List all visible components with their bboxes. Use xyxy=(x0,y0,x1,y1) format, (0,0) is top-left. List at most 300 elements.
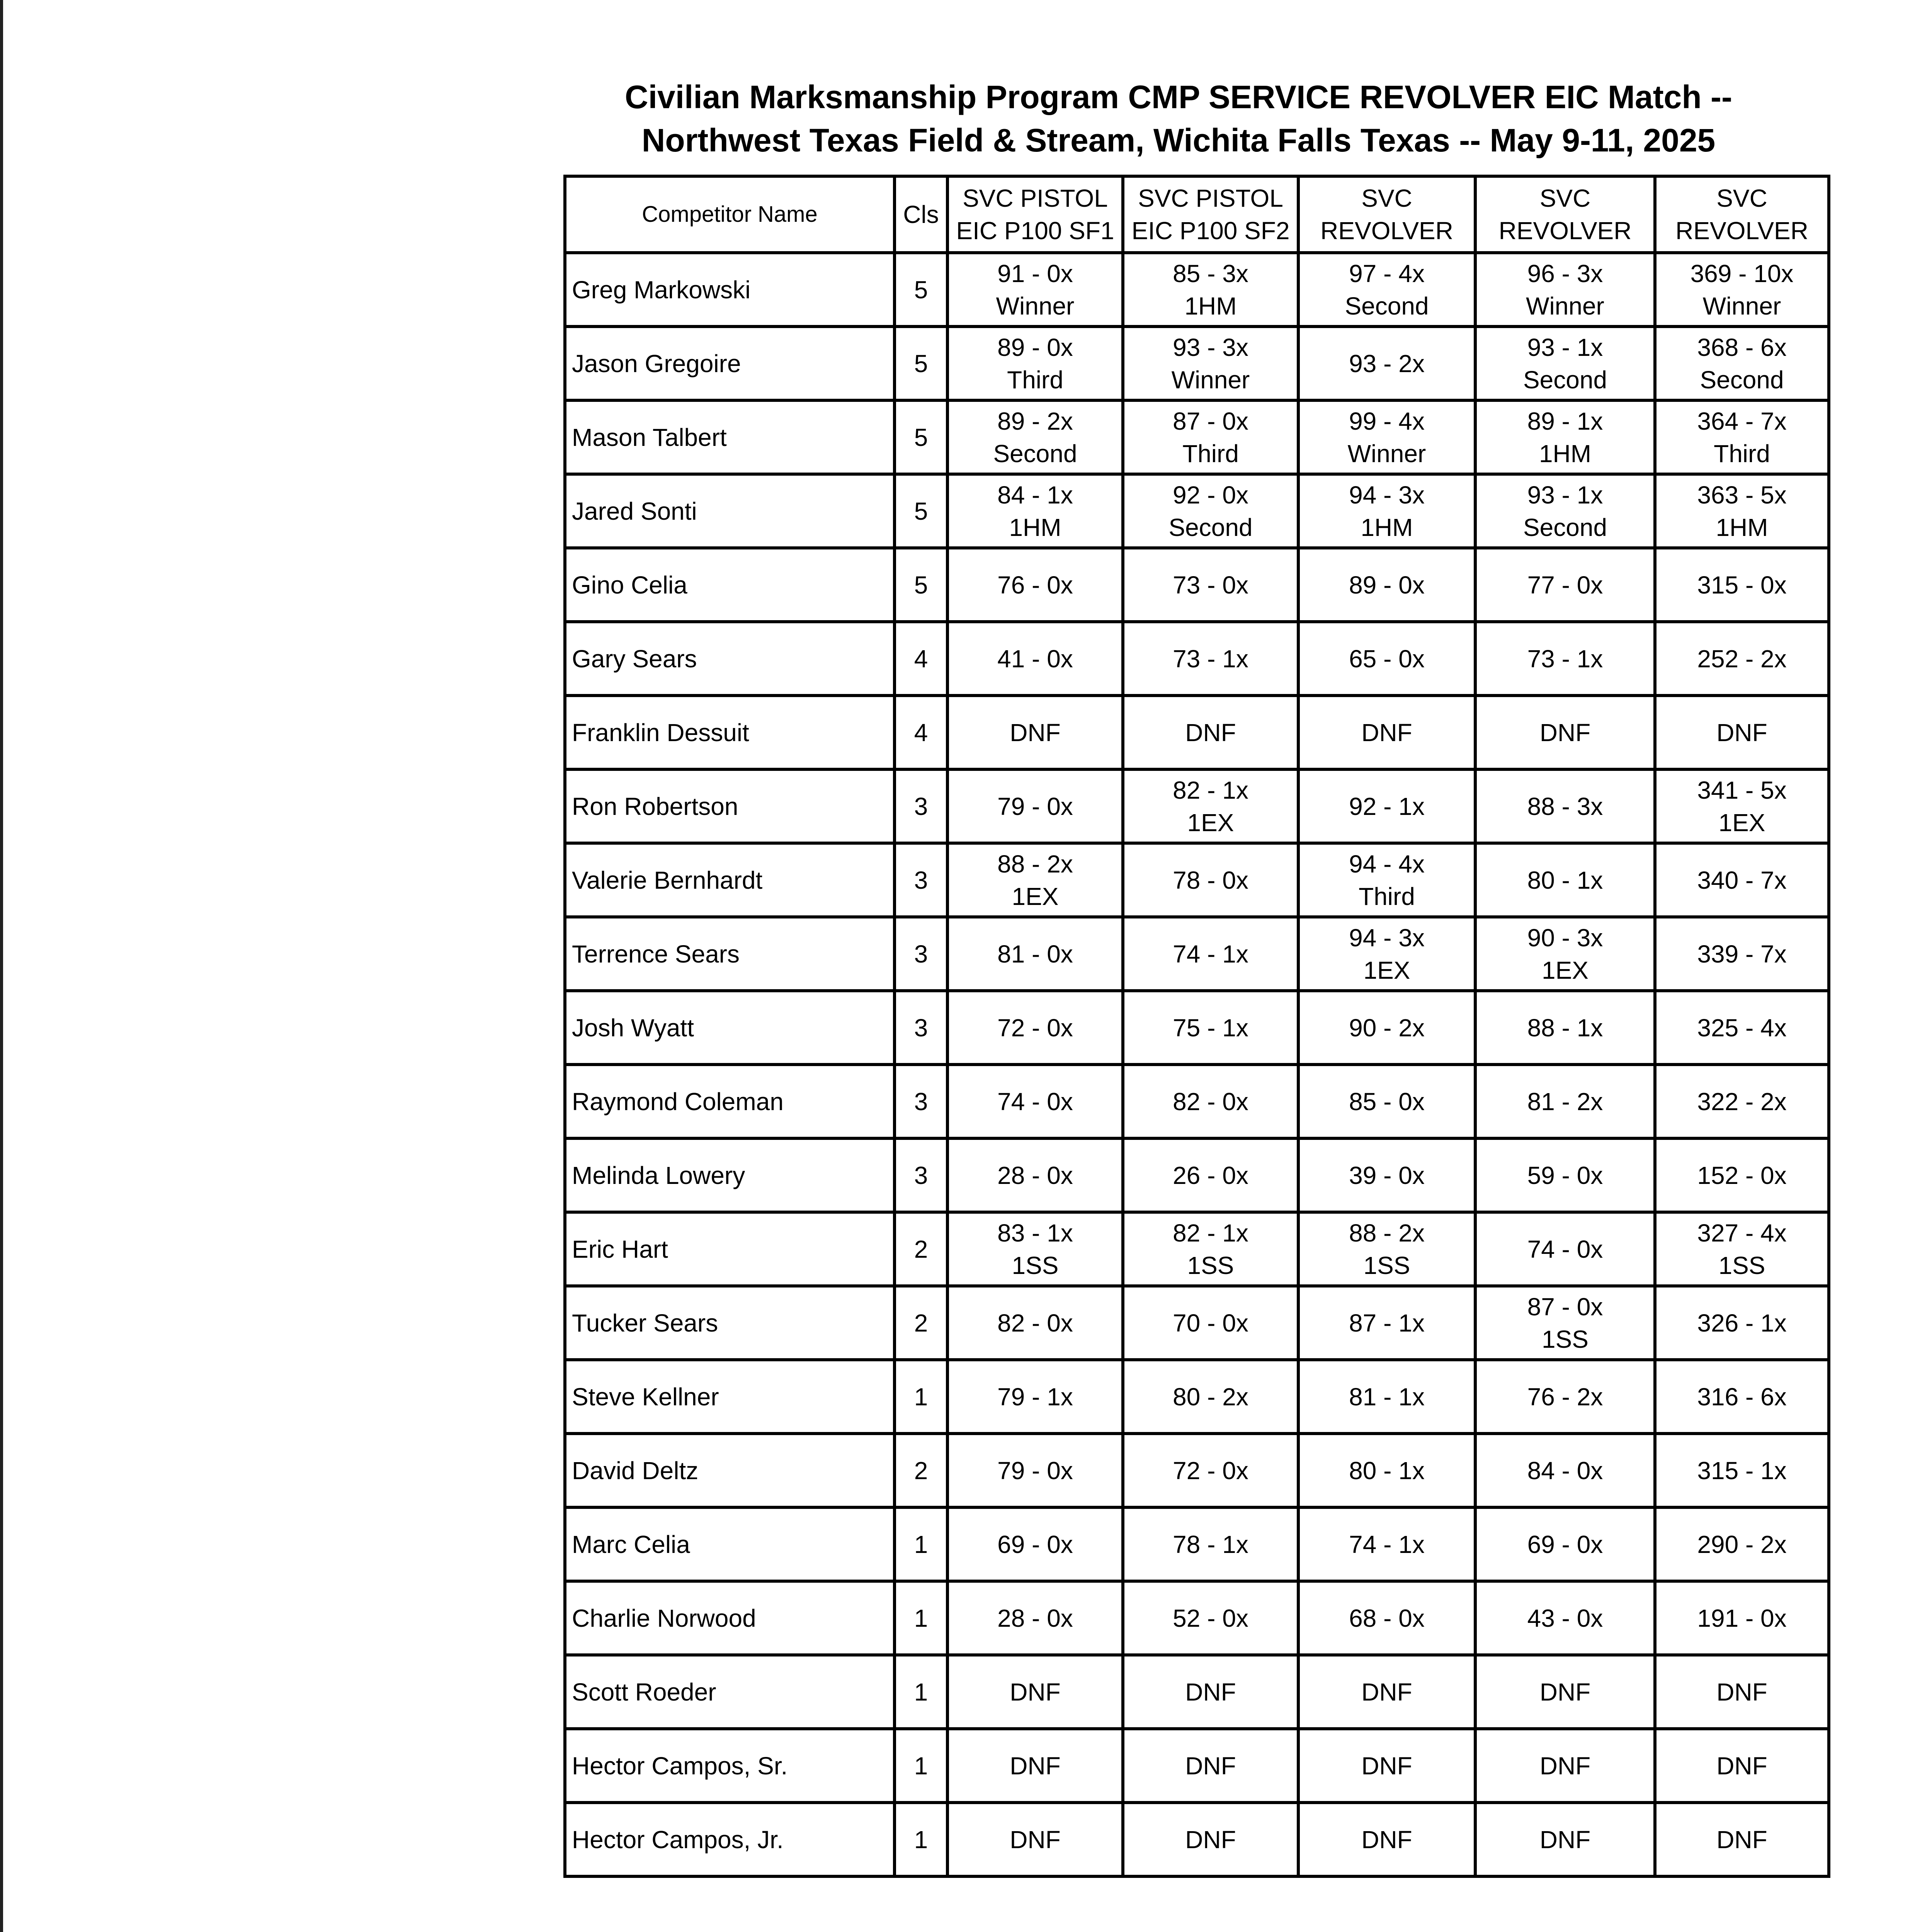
award: 1HM xyxy=(1716,513,1768,541)
event-2-result xyxy=(1123,253,1298,327)
event-5-result xyxy=(1655,622,1829,696)
score: 327 - 4x xyxy=(1697,1219,1787,1247)
score: 80 - 2x xyxy=(1173,1383,1248,1411)
event-2-result xyxy=(1123,400,1298,474)
score: DNF xyxy=(1716,718,1767,747)
competitor-name: Gino Celia xyxy=(565,548,895,622)
event-1-result xyxy=(947,696,1123,769)
score: 363 - 5x xyxy=(1697,481,1787,509)
table-row xyxy=(565,769,1829,843)
competitor-name: Tucker Sears xyxy=(565,1286,895,1360)
header-event-2 xyxy=(1123,176,1298,253)
event-2-result xyxy=(1123,696,1298,769)
score: 96 - 3x xyxy=(1527,259,1603,287)
event-2-result xyxy=(1123,1655,1298,1729)
event-4-result xyxy=(1475,991,1655,1065)
score: 59 - 0x xyxy=(1527,1161,1603,1189)
score: 341 - 5x xyxy=(1697,776,1787,804)
event-1-result xyxy=(947,1581,1123,1655)
event-1-result xyxy=(947,400,1123,474)
event-5-result xyxy=(1655,253,1829,327)
event-1-result xyxy=(947,1655,1123,1729)
event-1-result xyxy=(947,1138,1123,1212)
event-3-result xyxy=(1298,1729,1475,1803)
table-row xyxy=(565,1655,1829,1729)
event-2-result xyxy=(1123,1581,1298,1655)
competitor-name: David Deltz xyxy=(565,1434,895,1507)
table-row xyxy=(565,622,1829,696)
table-row xyxy=(565,1434,1829,1507)
score: 93 - 1x xyxy=(1527,481,1603,509)
event-4-result xyxy=(1475,1065,1655,1138)
score: 91 - 0x xyxy=(997,259,1073,287)
header-event-5-line-1: SVC xyxy=(1716,184,1767,212)
award: Winner xyxy=(1702,292,1781,320)
score: DNF xyxy=(1716,1678,1767,1706)
class-value: 5 xyxy=(895,327,947,400)
class-value: 1 xyxy=(895,1581,947,1655)
event-4-result xyxy=(1475,1803,1655,1876)
event-2-result xyxy=(1123,1286,1298,1360)
score: 80 - 1x xyxy=(1349,1456,1425,1485)
score: 82 - 0x xyxy=(997,1309,1073,1337)
score: 81 - 2x xyxy=(1527,1087,1603,1116)
event-4-result xyxy=(1475,1655,1655,1729)
header-event-1 xyxy=(947,176,1123,253)
class-value: 3 xyxy=(895,917,947,991)
competitor-name: Valerie Bernhardt xyxy=(565,843,895,917)
class-value: 1 xyxy=(895,1729,947,1803)
event-5-result xyxy=(1655,917,1829,991)
event-1-result xyxy=(947,1360,1123,1434)
competitor-name: Josh Wyatt xyxy=(565,991,895,1065)
score: 325 - 4x xyxy=(1697,1014,1787,1042)
score: 28 - 0x xyxy=(997,1161,1073,1189)
competitor-name: Franklin Dessuit xyxy=(565,696,895,769)
award: 1EX xyxy=(1363,956,1410,984)
event-3-result xyxy=(1298,474,1475,548)
score: 290 - 2x xyxy=(1697,1530,1787,1558)
score: 26 - 0x xyxy=(1173,1161,1248,1189)
event-1-result xyxy=(947,1065,1123,1138)
class-value: 5 xyxy=(895,474,947,548)
table-row xyxy=(565,1065,1829,1138)
event-2-result xyxy=(1123,991,1298,1065)
competitor-name: Raymond Coleman xyxy=(565,1065,895,1138)
award: 1EX xyxy=(1012,882,1059,910)
event-1-result xyxy=(947,548,1123,622)
award: Third xyxy=(1359,882,1415,910)
score: 80 - 1x xyxy=(1527,866,1603,894)
event-5-result xyxy=(1655,769,1829,843)
award: 1HM xyxy=(1009,513,1061,541)
score: 88 - 3x xyxy=(1527,792,1603,820)
header-event-5 xyxy=(1655,176,1829,253)
award: 1SS xyxy=(1718,1251,1765,1279)
table-row xyxy=(565,1212,1829,1286)
score: 89 - 0x xyxy=(1349,571,1425,599)
score: 68 - 0x xyxy=(1349,1604,1425,1632)
event-1-result xyxy=(947,991,1123,1065)
score: DNF xyxy=(1716,1825,1767,1854)
score: 73 - 0x xyxy=(1173,571,1248,599)
header-event-4-line-2: REVOLVER xyxy=(1498,217,1632,245)
event-5-result xyxy=(1655,1138,1829,1212)
event-3-result xyxy=(1298,548,1475,622)
event-2-result xyxy=(1123,474,1298,548)
competitor-name: Hector Campos, Jr. xyxy=(565,1803,895,1876)
score: 52 - 0x xyxy=(1173,1604,1248,1632)
competitor-name: Eric Hart xyxy=(565,1212,895,1286)
event-2-result xyxy=(1123,1729,1298,1803)
event-4-result xyxy=(1475,1360,1655,1434)
class-value: 2 xyxy=(895,1286,947,1360)
score: DNF xyxy=(1185,1678,1236,1706)
score: DNF xyxy=(1185,718,1236,747)
score: DNF xyxy=(1539,718,1591,747)
event-1-result xyxy=(947,327,1123,400)
event-5-result xyxy=(1655,696,1829,769)
score: 89 - 0x xyxy=(997,333,1073,361)
score: 81 - 0x xyxy=(997,940,1073,968)
event-2-result xyxy=(1123,769,1298,843)
score: 74 - 0x xyxy=(1527,1235,1603,1263)
score: 90 - 3x xyxy=(1527,923,1603,952)
score: 322 - 2x xyxy=(1697,1087,1787,1116)
event-5-result xyxy=(1655,1729,1829,1803)
class-value: 3 xyxy=(895,1138,947,1212)
competitor-name: Ron Robertson xyxy=(565,769,895,843)
score: 191 - 0x xyxy=(1697,1604,1787,1632)
event-1-result xyxy=(947,474,1123,548)
event-3-result xyxy=(1298,622,1475,696)
class-value: 1 xyxy=(895,1655,947,1729)
competitor-name: Terrence Sears xyxy=(565,917,895,991)
event-5-result xyxy=(1655,400,1829,474)
award: Second xyxy=(1523,366,1607,394)
score: 39 - 0x xyxy=(1349,1161,1425,1189)
score: 87 - 1x xyxy=(1349,1309,1425,1337)
score: 152 - 0x xyxy=(1697,1161,1787,1189)
score: 78 - 1x xyxy=(1173,1530,1248,1558)
award: 1EX xyxy=(1542,956,1588,984)
competitor-name: Steve Kellner xyxy=(565,1360,895,1434)
score: 94 - 3x xyxy=(1349,481,1425,509)
score: DNF xyxy=(1539,1678,1591,1706)
score: 79 - 0x xyxy=(997,1456,1073,1485)
event-1-result xyxy=(947,1507,1123,1581)
score: DNF xyxy=(1185,1752,1236,1780)
header-event-3-line-1: SVC xyxy=(1361,184,1412,212)
event-1-result xyxy=(947,1212,1123,1286)
event-1-result xyxy=(947,622,1123,696)
score: 87 - 0x xyxy=(1527,1293,1603,1321)
event-4-result xyxy=(1475,1729,1655,1803)
competitor-name: Greg Markowski xyxy=(565,253,895,327)
competitor-name: Jared Sonti xyxy=(565,474,895,548)
score: 69 - 0x xyxy=(1527,1530,1603,1558)
event-2-result xyxy=(1123,548,1298,622)
score: 77 - 0x xyxy=(1527,571,1603,599)
award: 1HM xyxy=(1539,439,1592,468)
class-value: 3 xyxy=(895,991,947,1065)
score: 87 - 0x xyxy=(1173,407,1248,435)
competitor-name: Gary Sears xyxy=(565,622,895,696)
title-line-1: Civilian Marksmanship Program CMP SERVICE REVOLVER EIC Match -- xyxy=(624,79,1732,115)
award: 1SS xyxy=(1187,1251,1234,1279)
class-value: 5 xyxy=(895,253,947,327)
score: 88 - 2x xyxy=(1349,1219,1425,1247)
score: 76 - 0x xyxy=(997,571,1073,599)
header-event-1-line-2: EIC P100 SF1 xyxy=(956,217,1114,245)
event-5-result xyxy=(1655,1803,1829,1876)
results-table xyxy=(563,175,1830,1878)
award: Third xyxy=(1714,439,1770,468)
event-2-result xyxy=(1123,622,1298,696)
score: 73 - 1x xyxy=(1173,645,1248,673)
event-4-result xyxy=(1475,769,1655,843)
event-4-result xyxy=(1475,843,1655,917)
award: Third xyxy=(1007,366,1063,394)
score: 75 - 1x xyxy=(1173,1014,1248,1042)
event-5-result xyxy=(1655,843,1829,917)
event-3-result xyxy=(1298,769,1475,843)
event-4-result xyxy=(1475,253,1655,327)
score: 41 - 0x xyxy=(997,645,1073,673)
event-5-result xyxy=(1655,1655,1829,1729)
class-value: 5 xyxy=(895,548,947,622)
score: DNF xyxy=(1010,718,1061,747)
event-2-result xyxy=(1123,1434,1298,1507)
event-3-result xyxy=(1298,1803,1475,1876)
event-4-result xyxy=(1475,696,1655,769)
event-1-result xyxy=(947,1803,1123,1876)
award: 1HM xyxy=(1184,292,1237,320)
header-event-2-line-1: SVC PISTOL xyxy=(1138,184,1283,212)
event-5-result xyxy=(1655,1065,1829,1138)
table-row xyxy=(565,1138,1829,1212)
event-4-result xyxy=(1475,917,1655,991)
score: 92 - 1x xyxy=(1349,792,1425,820)
event-1-result xyxy=(947,253,1123,327)
event-3-result xyxy=(1298,843,1475,917)
table-row xyxy=(565,253,1829,327)
event-4-result xyxy=(1475,400,1655,474)
table-row xyxy=(565,327,1829,400)
event-2-result xyxy=(1123,1212,1298,1286)
event-3-result xyxy=(1298,400,1475,474)
table-row xyxy=(565,1803,1829,1876)
score: 252 - 2x xyxy=(1697,645,1787,673)
score: 74 - 0x xyxy=(997,1087,1073,1116)
header-event-1-line-1: SVC PISTOL xyxy=(963,184,1108,212)
score: DNF xyxy=(1361,1825,1412,1854)
page-left-border xyxy=(0,0,3,1932)
results-body xyxy=(565,253,1829,1876)
award: Second xyxy=(993,439,1077,468)
score: 81 - 1x xyxy=(1349,1383,1425,1411)
score: DNF xyxy=(1010,1825,1061,1854)
score: 83 - 1x xyxy=(997,1219,1073,1247)
score: 43 - 0x xyxy=(1527,1604,1603,1632)
score: 94 - 3x xyxy=(1349,923,1425,952)
event-2-result xyxy=(1123,843,1298,917)
event-3-result xyxy=(1298,1065,1475,1138)
score: 368 - 6x xyxy=(1697,333,1787,361)
table-row xyxy=(565,1360,1829,1434)
competitor-name: Marc Celia xyxy=(565,1507,895,1581)
page-title xyxy=(464,75,1893,162)
event-4-result xyxy=(1475,1286,1655,1360)
event-1-result xyxy=(947,769,1123,843)
event-3-result xyxy=(1298,991,1475,1065)
event-2-result xyxy=(1123,327,1298,400)
score: DNF xyxy=(1010,1752,1061,1780)
class-value: 2 xyxy=(895,1434,947,1507)
class-value: 1 xyxy=(895,1803,947,1876)
award: 1SS xyxy=(1363,1251,1410,1279)
score: 97 - 4x xyxy=(1349,259,1425,287)
event-1-result xyxy=(947,1286,1123,1360)
class-value: 2 xyxy=(895,1212,947,1286)
score: 78 - 0x xyxy=(1173,866,1248,894)
header-event-4 xyxy=(1475,176,1655,253)
class-value: 1 xyxy=(895,1507,947,1581)
score: 74 - 1x xyxy=(1349,1530,1425,1558)
score: DNF xyxy=(1010,1678,1061,1706)
score: 84 - 1x xyxy=(997,481,1073,509)
event-4-result xyxy=(1475,1507,1655,1581)
score: 316 - 6x xyxy=(1697,1383,1787,1411)
event-3-result xyxy=(1298,253,1475,327)
score: DNF xyxy=(1539,1752,1591,1780)
title-line-2: Northwest Texas Field & Stream, Wichita Falls Texas -- May 9-11, 2025 xyxy=(641,122,1716,158)
score: 315 - 0x xyxy=(1697,571,1787,599)
award: Winner xyxy=(1347,439,1426,468)
class-value: 3 xyxy=(895,843,947,917)
score: DNF xyxy=(1361,718,1412,747)
award: Winner xyxy=(1526,292,1604,320)
score: 99 - 4x xyxy=(1349,407,1425,435)
event-5-result xyxy=(1655,1212,1829,1286)
event-3-result xyxy=(1298,1138,1475,1212)
score: 92 - 0x xyxy=(1173,481,1248,509)
event-5-result xyxy=(1655,1507,1829,1581)
award: 1EX xyxy=(1187,808,1234,837)
award: Third xyxy=(1182,439,1239,468)
score: 93 - 1x xyxy=(1527,333,1603,361)
score: 93 - 2x xyxy=(1349,349,1425,378)
event-3-result xyxy=(1298,1507,1475,1581)
score: 76 - 2x xyxy=(1527,1383,1603,1411)
class-value: 4 xyxy=(895,622,947,696)
event-3-result xyxy=(1298,1286,1475,1360)
table-row xyxy=(565,696,1829,769)
event-3-result xyxy=(1298,1655,1475,1729)
event-3-result xyxy=(1298,1212,1475,1286)
event-5-result xyxy=(1655,1434,1829,1507)
score: 85 - 3x xyxy=(1173,259,1248,287)
score: 364 - 7x xyxy=(1697,407,1787,435)
class-value: 1 xyxy=(895,1360,947,1434)
score: 315 - 1x xyxy=(1697,1456,1787,1485)
class-value: 4 xyxy=(895,696,947,769)
event-3-result xyxy=(1298,327,1475,400)
score: 90 - 2x xyxy=(1349,1014,1425,1042)
event-1-result xyxy=(947,843,1123,917)
event-4-result xyxy=(1475,474,1655,548)
award: Second xyxy=(1168,513,1253,541)
competitor-name: Charlie Norwood xyxy=(565,1581,895,1655)
table-row xyxy=(565,548,1829,622)
table-row xyxy=(565,1507,1829,1581)
score: 73 - 1x xyxy=(1527,645,1603,673)
score: 28 - 0x xyxy=(997,1604,1073,1632)
award: 1SS xyxy=(1542,1325,1588,1353)
table-row xyxy=(565,1286,1829,1360)
event-1-result xyxy=(947,917,1123,991)
event-5-result xyxy=(1655,548,1829,622)
event-5-result xyxy=(1655,474,1829,548)
score: DNF xyxy=(1185,1825,1236,1854)
event-5-result xyxy=(1655,991,1829,1065)
competitor-name: Melinda Lowery xyxy=(565,1138,895,1212)
score: 93 - 3x xyxy=(1173,333,1248,361)
event-3-result xyxy=(1298,1581,1475,1655)
table-row xyxy=(565,1581,1829,1655)
score: DNF xyxy=(1539,1825,1591,1854)
award: Winner xyxy=(996,292,1075,320)
score: DNF xyxy=(1361,1678,1412,1706)
score: 89 - 2x xyxy=(997,407,1073,435)
table-row xyxy=(565,400,1829,474)
award: Second xyxy=(1345,292,1429,320)
event-5-result xyxy=(1655,1360,1829,1434)
class-value: 5 xyxy=(895,400,947,474)
score: 82 - 0x xyxy=(1173,1087,1248,1116)
event-3-result xyxy=(1298,1360,1475,1434)
score: 94 - 4x xyxy=(1349,850,1425,878)
table-row xyxy=(565,474,1829,548)
award: 1HM xyxy=(1361,513,1413,541)
class-value: 3 xyxy=(895,769,947,843)
score: 82 - 1x xyxy=(1173,776,1248,804)
table-row xyxy=(565,991,1829,1065)
table-row xyxy=(565,1729,1829,1803)
event-5-result xyxy=(1655,1581,1829,1655)
event-1-result xyxy=(947,1729,1123,1803)
score: 65 - 0x xyxy=(1349,645,1425,673)
score: 84 - 0x xyxy=(1527,1456,1603,1485)
score: 69 - 0x xyxy=(997,1530,1073,1558)
award: Second xyxy=(1523,513,1607,541)
event-2-result xyxy=(1123,1507,1298,1581)
award: Second xyxy=(1700,366,1784,394)
event-5-result xyxy=(1655,1286,1829,1360)
event-4-result xyxy=(1475,1138,1655,1212)
score: 82 - 1x xyxy=(1173,1219,1248,1247)
event-4-result xyxy=(1475,1581,1655,1655)
header-competitor-name: Competitor Name xyxy=(565,176,895,253)
header-event-3 xyxy=(1298,176,1475,253)
class-value: 3 xyxy=(895,1065,947,1138)
competitor-name: Hector Campos, Sr. xyxy=(565,1729,895,1803)
event-3-result xyxy=(1298,1434,1475,1507)
table-row xyxy=(565,917,1829,991)
award: 1EX xyxy=(1718,808,1765,837)
award: Winner xyxy=(1171,366,1250,394)
score: 72 - 0x xyxy=(1173,1456,1248,1485)
